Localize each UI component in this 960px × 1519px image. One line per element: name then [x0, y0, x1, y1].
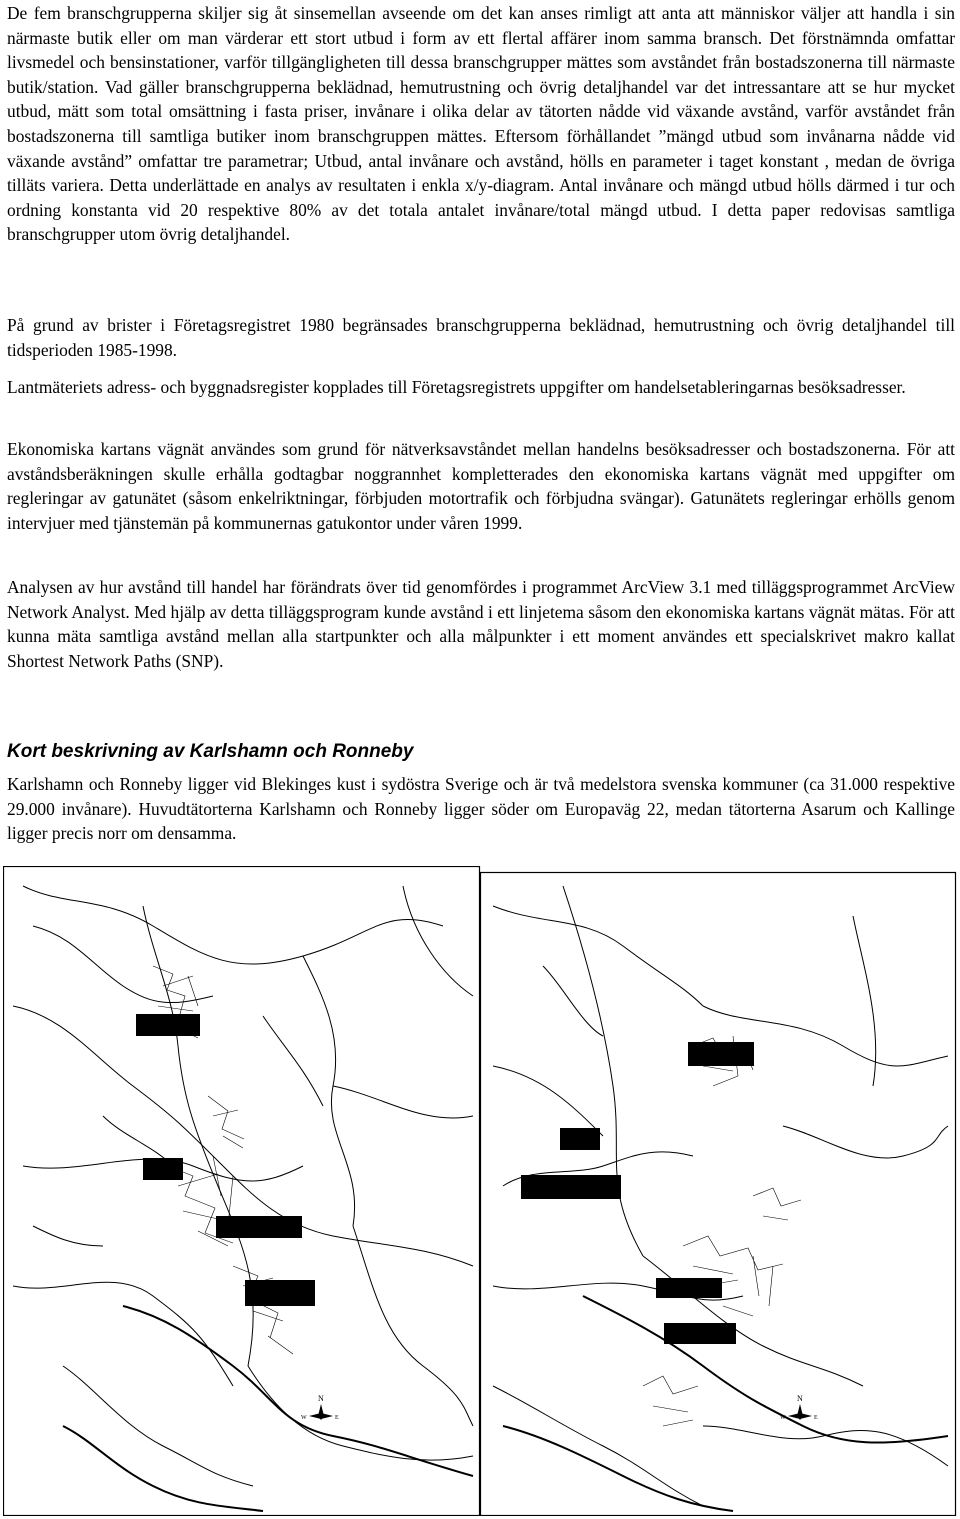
north-label: N: [797, 1394, 803, 1403]
map-karlshamn: [4, 867, 480, 1516]
redacted-label: [521, 1175, 621, 1199]
redacted-label: [560, 1128, 600, 1150]
east-label: E: [335, 1415, 339, 1421]
map-figure: [3, 866, 957, 1516]
redacted-label: [143, 1158, 183, 1180]
north-label: N: [318, 1394, 324, 1403]
redacted-label: [216, 1216, 302, 1238]
paragraph-foretagsregistret: På grund av brister i Företagsregistret 1980 begränsades branschgrupperna beklädnad, hemutrustning och övrig detaljhandel till tidsperioden 1985-1998.: [7, 315, 955, 360]
paragraph-arcview: Analysen av hur avstånd till handel har förändrats över tid genomfördes i programmet ArcView 3.1 med tilläggsprogrammet ArcView Network Analyst. Med hjälp av detta tilläggsprogram kunde avstånd i ett linjetema såsom den ekonomiska kartans vägnät mätas. För att kunna mäta samtliga avstånd mellan alla startpunkter och alla målpunkter i ett moment användes ett specialskrivet makro kallat Shortest Network Paths (SNP).: [7, 577, 955, 671]
redacted-label: [664, 1323, 736, 1344]
paragraph-karlshamn-ronneby: Karlshamn och Ronneby ligger vid Blekinges kust i sydöstra Sverige och är två medelstora svenska kommuner (ca 31.000 respektive 29.000 invånare). Huvudtätorterna Karlshamn och Ronneby ligger söder om Europaväg 22, medan tätorterna Asarum och Kallinge ligger precis norr om densamma.: [7, 774, 955, 844]
paragraph-lantmateriet: Lantmäteriets adress- och byggnadsregister kopplades till Företagsregistrets uppgifter om handelsetableringarnas besöksadresser.: [7, 377, 906, 397]
redacted-label: [656, 1278, 722, 1298]
map-ronneby: [481, 873, 956, 1516]
east-label: E: [814, 1415, 818, 1421]
paragraph-branschgrupper: De fem branschgrupperna skiljer sig åt sinsemellan avseende om det kan anses rimligt att anta att människor väljer att handla i sin närmaste butik eller om man värderar ett stort utbud i form av ett flertal affärer inom samma bransch. Det förstnämnda omfattar livsmedel och bensinstationer, varför tillgängligheten till dessa branschgrupper mättes som avståndet från bostadszonerna till närmaste butik/station. Vad gäller branschgrupperna beklädnad, hemutrustning och övrig detaljhandel var det intressantare att se hur mycket utbud, mätt som total omsättning i fasta priser, invånare i olika delar av tätorten nådde vid växande avstånd, varför avståndet från bostadszonerna till samtliga butiker inom branschgruppen mättes. Eftersom förhållandet ”mängd utbud som invånarna nådde vid växande avstånd” omfattar tre parametrar; Utbud, antal invånare och avstånd, hölls en parameter i taget konstant , medan de övriga tilläts variera. Detta underlättade en analys av resultaten i enkla x/y-diagram. Antal invånare och mängd utbud hölls därmed i tur och ordning konstanta vid 20 respektive 80% av det totala antalet invånare/total mängd utbud. I detta paper redovisas samtliga branschgrupper utom övrig detaljhandel.: [7, 3, 955, 245]
redacted-label: [136, 1014, 200, 1036]
redacted-label: [245, 1280, 315, 1306]
paragraph-vagnat: Ekonomiska kartans vägnät användes som grund för nätverksavståndet mellan handelns besöksadresser och bostadszonerna. För att avståndsberäkningen skulle erhålla godtagbar noggrannhet kompletterades den ekonomiska kartans vägnät med uppgifter om regleringar av gatunätet (såsom enkelriktningar, förbjuden motortrafik och förbjudna svängar). Gatunätets regleringar erhölls genom intervjuer med tjänstemän på kommunernas gatukontor under våren 1999.: [7, 439, 955, 533]
west-label: W: [301, 1415, 307, 1421]
west-label: W: [780, 1415, 786, 1421]
section-heading: Kort beskrivning av Karlshamn och Ronneby: [7, 741, 414, 762]
redacted-label: [688, 1042, 754, 1066]
